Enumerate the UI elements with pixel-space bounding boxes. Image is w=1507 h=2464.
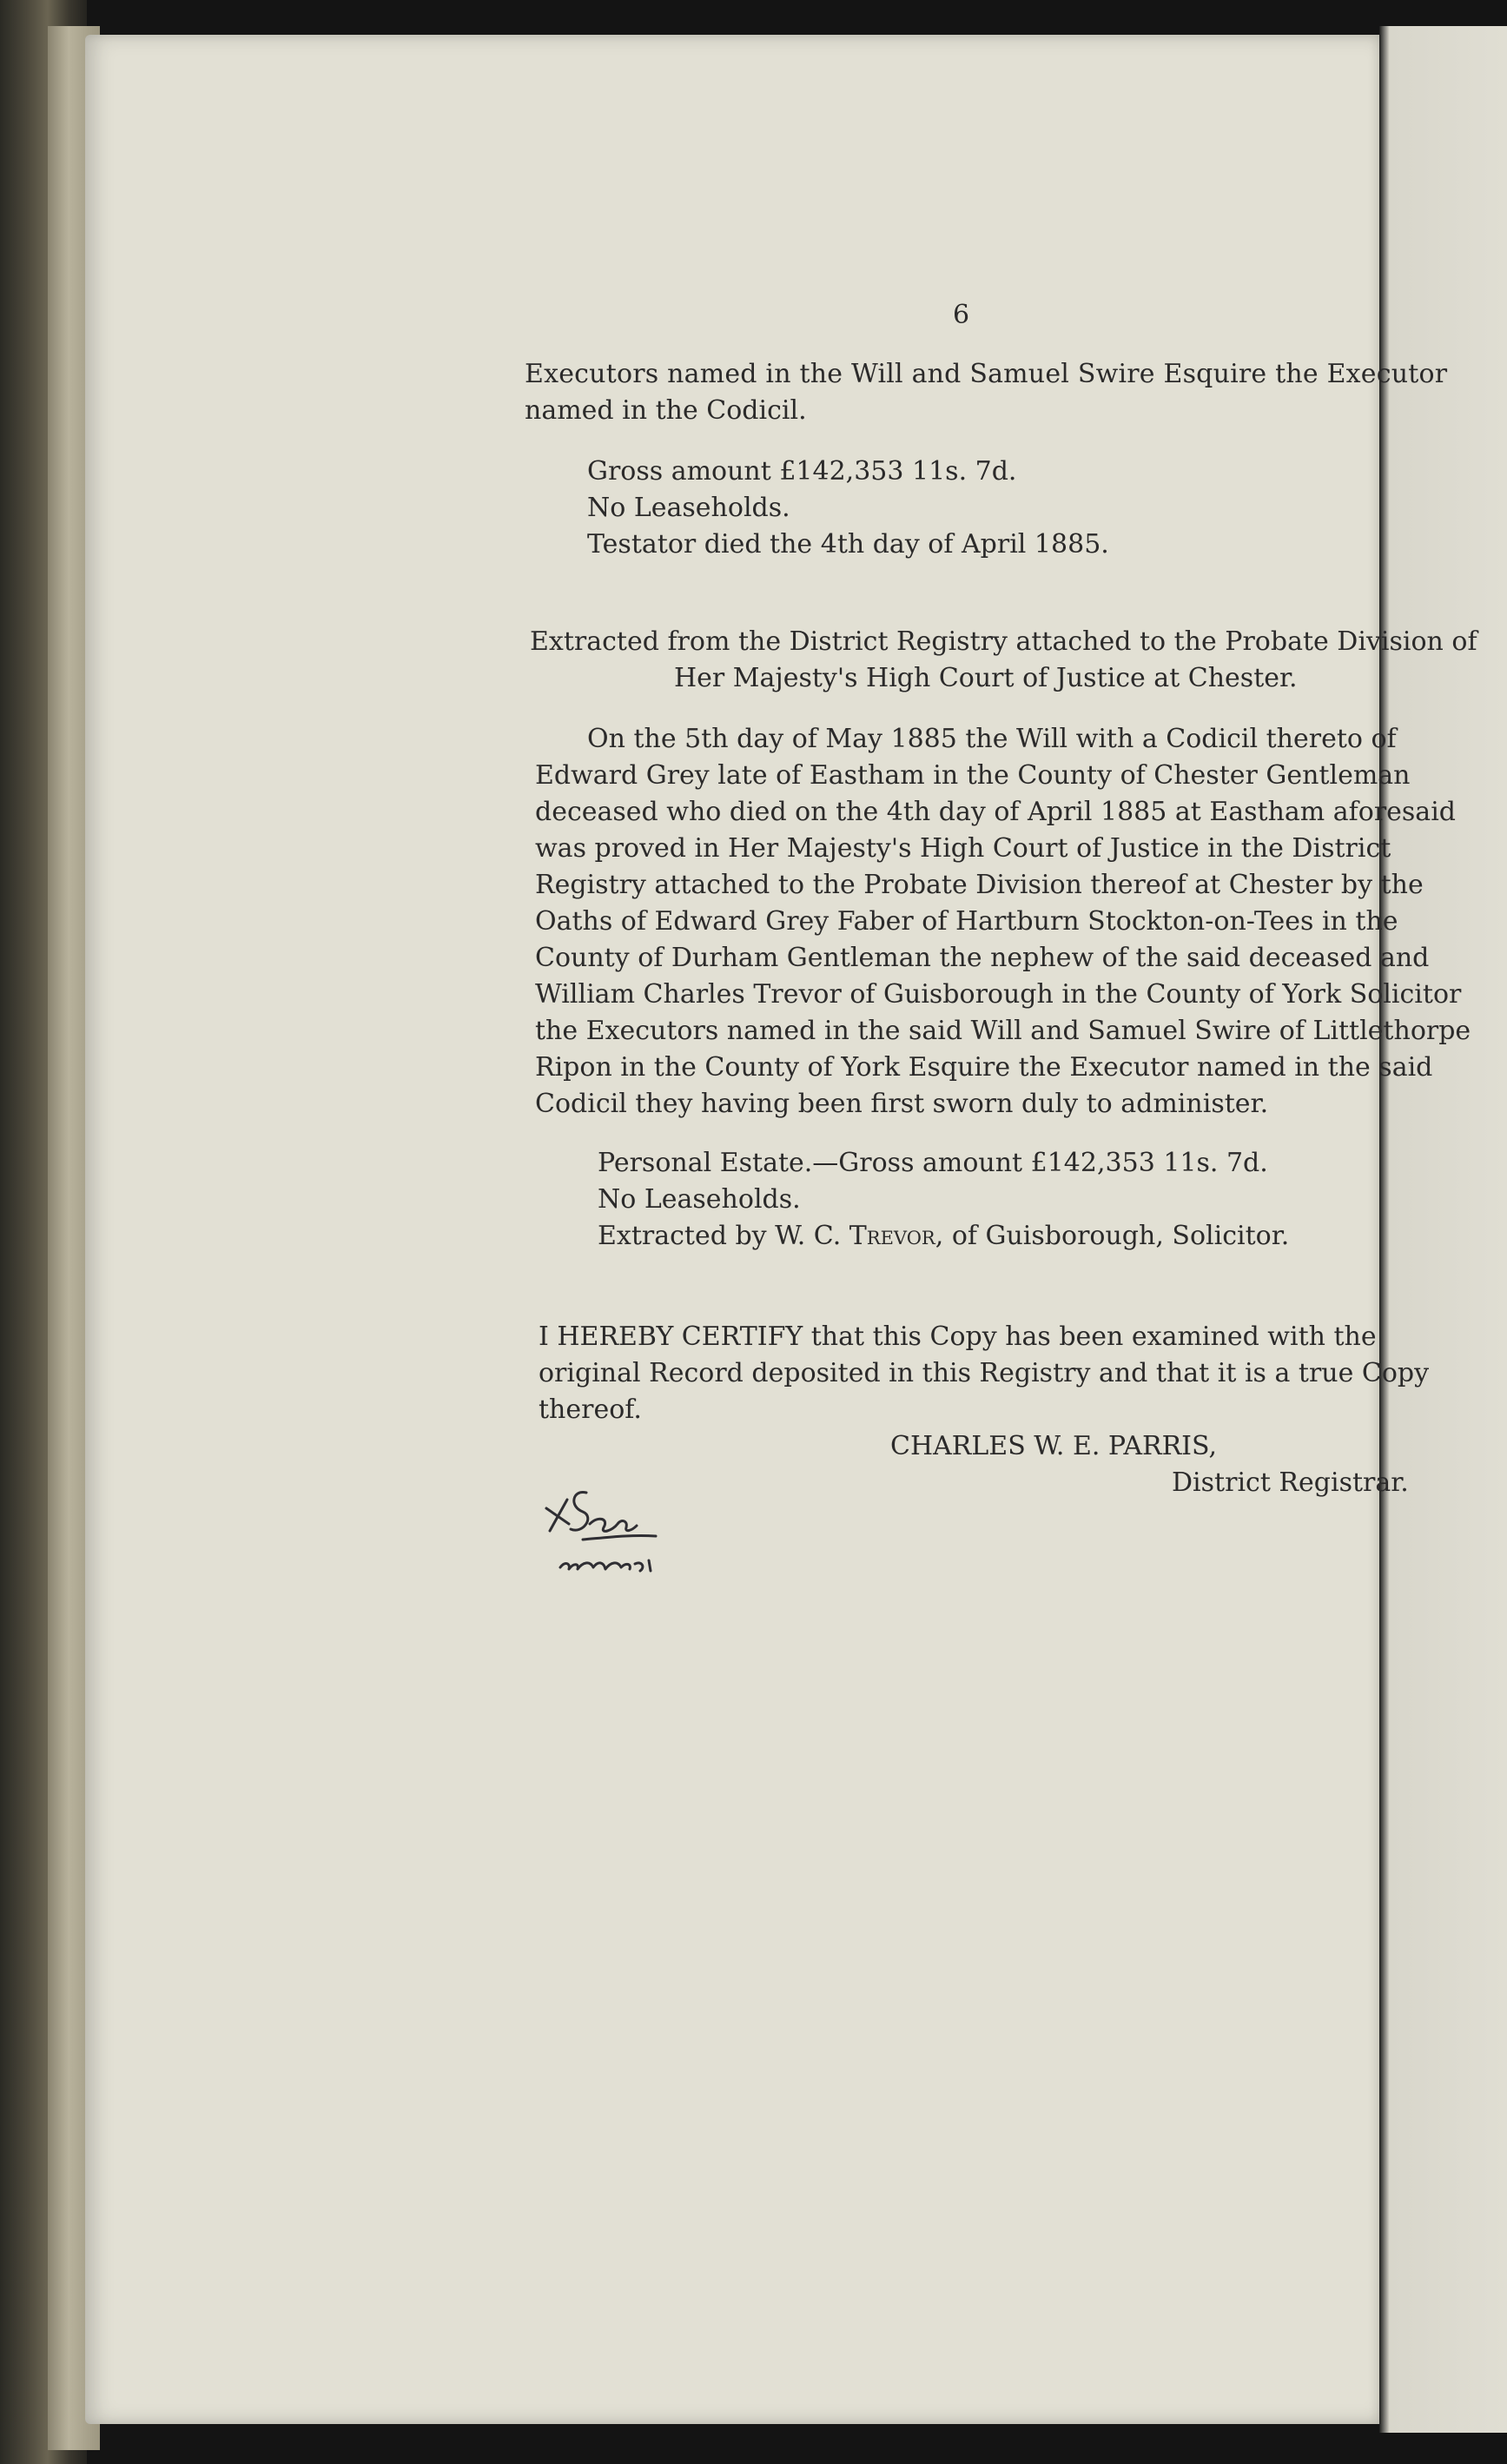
page-number: 6 bbox=[953, 300, 970, 330]
extract-heading-line-2: Her Majesty's High Court of Justice at Chester. bbox=[674, 663, 1298, 693]
extract-body-line-9: the Executors named in the said Will and Samuel Swire of Littlethorpe bbox=[535, 1016, 1471, 1046]
extract-body-line-4: was proved in Her Majesty's High Court of Justice in the District bbox=[535, 833, 1391, 864]
registrar-name: CHARLES W. E. PARRIS, bbox=[890, 1431, 1218, 1461]
will-tail-line-2: named in the Codicil. bbox=[525, 395, 807, 426]
extract-body-line-6: Oaths of Edward Grey Faber of Hartburn Stockton-on-Tees in the bbox=[535, 906, 1398, 937]
extracted-by-name: Trevor bbox=[849, 1221, 935, 1251]
gross-amount: Gross amount £142,353 11s. 7d. bbox=[587, 456, 1017, 487]
personal-estate: Personal Estate.—Gross amount £142,353 11s. 7d. bbox=[598, 1148, 1268, 1178]
certificate-line-1: I HEREBY CERTIFY that this Copy has been examined with the bbox=[539, 1321, 1377, 1352]
testator-died: Testator died the 4th day of April 1885. bbox=[587, 529, 1109, 560]
extract-no-leaseholds: No Leaseholds. bbox=[598, 1184, 801, 1215]
extract-body-line-3: deceased who died on the 4th day of April 1885 at Eastham aforesaid bbox=[535, 797, 1456, 827]
extracted-by-prefix: Extracted by W. C. bbox=[598, 1221, 849, 1251]
no-leaseholds: No Leaseholds. bbox=[587, 493, 790, 523]
extract-body-line-11: Codicil they having been first sworn duly to administer. bbox=[535, 1089, 1269, 1119]
will-tail-line-1: Executors named in the Will and Samuel Swire Esquire the Executor bbox=[525, 359, 1448, 389]
certificate-line-3: thereof. bbox=[539, 1394, 642, 1425]
extract-heading-line-1: Extracted from the District Registry attached to the Probate Division of bbox=[530, 626, 1477, 657]
certificate-line-2: original Record deposited in this Registry and that it is a true Copy bbox=[539, 1358, 1430, 1388]
extract-body-line-1: On the 5th day of May 1885 the Will with a Codicil thereto of bbox=[587, 724, 1397, 754]
extracted-by-suffix: , of Guisborough, Solicitor. bbox=[935, 1221, 1290, 1251]
handwritten-signature-mark bbox=[534, 1477, 673, 1599]
extract-body-line-8: William Charles Trevor of Guisborough in the County of York Solicitor bbox=[535, 979, 1462, 1010]
extracted-by bbox=[598, 1218, 1289, 1255]
extract-body-line-2: Edward Grey late of Eastham in the County of Chester Gentleman bbox=[535, 760, 1411, 791]
extract-body-line-5: Registry attached to the Probate Division thereof at Chester by the bbox=[535, 870, 1424, 900]
registrar-title: District Registrar. bbox=[1172, 1467, 1409, 1498]
extract-body-line-7: County of Durham Gentleman the nephew of the said deceased and bbox=[535, 943, 1430, 973]
extract-body-line-10: Ripon in the County of York Esquire the Executor named in the said bbox=[535, 1052, 1433, 1083]
